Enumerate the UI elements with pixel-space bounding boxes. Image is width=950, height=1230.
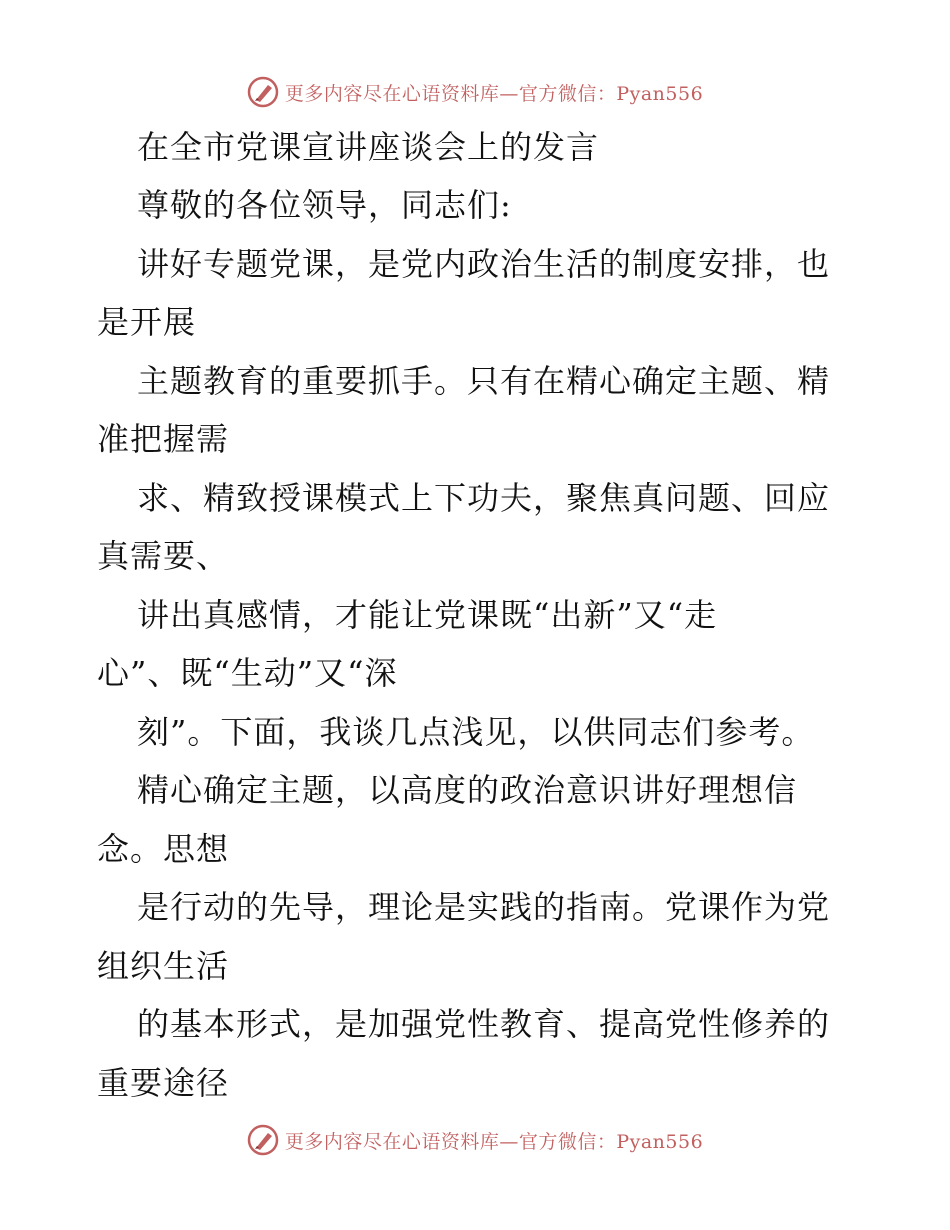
salutation: 尊敬的各位领导，同志们: [137, 186, 512, 224]
text-line: 组织生活 [97, 947, 230, 985]
text-line: 真需要、 [97, 537, 230, 575]
pen-logo-icon [247, 1124, 279, 1156]
text-line: 念。思想 [97, 830, 230, 868]
watermark-text: 更多内容尽在心语资料库—官方微信：Pyan556 [284, 1130, 704, 1153]
watermark-text: 更多内容尽在心语资料库—官方微信：Pyan556 [284, 82, 704, 105]
text-line: 求、精致授课模式上下功夫，聚焦真问题、回应 [137, 479, 831, 517]
text-line: 讲好专题党课，是党内政治生活的制度安排，也 [137, 245, 831, 283]
text-line: 准把握需 [97, 420, 230, 458]
text-line: 精心确定主题，以高度的政治意识讲好理想信 [137, 771, 798, 809]
text-line: 重要途径 [97, 1064, 230, 1102]
text-line: 主题教育的重要抓手。只有在精心确定主题、精 [137, 362, 831, 400]
document-title: 在全市党课宣讲座谈会上的发言 [137, 128, 600, 166]
text-line: 讲出真感情，才能让党课既“出新”又“走 [137, 596, 718, 634]
text-line: 是开展 [97, 303, 197, 341]
footer-watermark [0, 1120, 950, 1160]
text-line: 的基本形式，是加强党性教育、提高党性修养的 [137, 1005, 831, 1043]
text-line: 是行动的先导，理论是实践的指南。党课作为党 [137, 888, 831, 926]
text-line: 刻”。下面，我谈几点浅见，以供同志们参考。 [137, 713, 815, 751]
text-line: 心”、既“生动”又“深 [97, 654, 398, 692]
